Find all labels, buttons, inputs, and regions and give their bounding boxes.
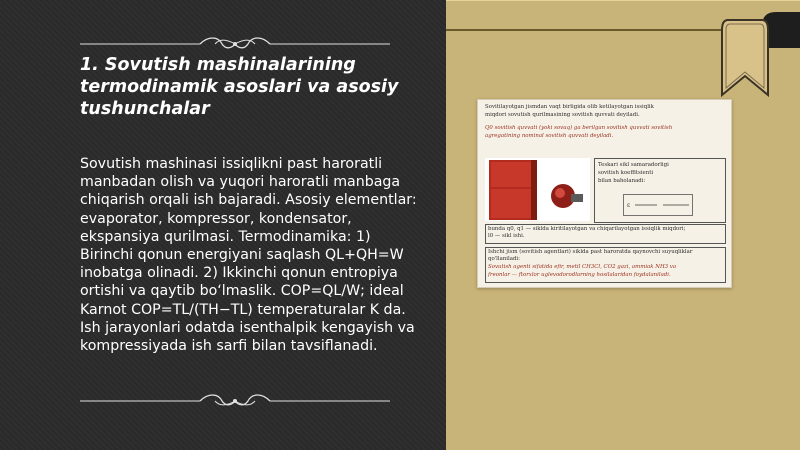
doc-line: miqdori sovutish qurilmasining sovitish quvvati deyiladi. bbox=[485, 112, 640, 118]
bookmark-ribbon-icon bbox=[720, 0, 770, 97]
refrigeration-textbook-image bbox=[477, 99, 732, 288]
slide-body-text: Sovutish mashinasi issiqlikni past haroratli manbadan olish va yuqori haroratli manbaga chiqarish orqali ish bajaradi. Asosiy elementlar: evaporator, kompressor, kondensator, ekspansiya qurilmasi. Termodinamika: 1) Birinchi qonun energiyani saqlash QL+QH=W inobatga olinadi. 2) Ikkinchi qonun entropiya ortishi va qaytib bo‘lmaslik. COP=QL/W; ideal Karnot COP=TL/(TH−TL) temperaturalar K da. Ish jarayonlari odatda isenthalpik kengayish va kompressiyada ish sarfi bilan tavsiflanadi. bbox=[80, 156, 417, 355]
doc-line: l0 — sikl ishi. bbox=[488, 233, 525, 239]
doc-line: freonlar — ftorxlor uglevodorodlarning hosilalaridan foydalaniladi. bbox=[488, 272, 671, 278]
doc-line: bilan baholanadi: bbox=[598, 178, 646, 184]
doc-line: sovitish koeffitsienti bbox=[598, 170, 654, 176]
svg-text:ε: ε bbox=[627, 202, 631, 209]
refrigerator-photo bbox=[485, 158, 590, 221]
doc-line: bunda q0, q1 — siklda kiritilayotgan va chiqarilayotgan issiqlik miqdori; bbox=[488, 226, 686, 232]
slide-title: 1. Sovutish mashinalarining termodinamik asoslari va asosiy tushunchalar bbox=[80, 55, 399, 119]
ornamental-divider-bottom bbox=[80, 391, 390, 411]
doc-line: Ishchi jism (sovitish agentlari) siklda past haroratda qaynovchi suyuqliklar qo'llaniladi: bbox=[488, 249, 693, 262]
doc-line: Q0 sovitish quvvati (yoki sovuq) ga berilgan sovitish quvvati sovitish bbox=[485, 125, 673, 131]
ornamental-divider-top bbox=[80, 34, 390, 54]
doc-line: Teskari sikl samaradorligi bbox=[598, 162, 669, 168]
doc-line: Sovitilayotgan jismdan vaqt birligida olib ketilayotgan issiqlik bbox=[485, 104, 654, 110]
doc-line: agregatining nominal sovitish quvvati deyiladi. bbox=[485, 133, 614, 139]
cop-formula bbox=[623, 194, 693, 216]
doc-line: Sovutish agenti sifatida efir, metil CH3Cl, CO2 gazi, ammiak NH3 va bbox=[488, 264, 677, 270]
